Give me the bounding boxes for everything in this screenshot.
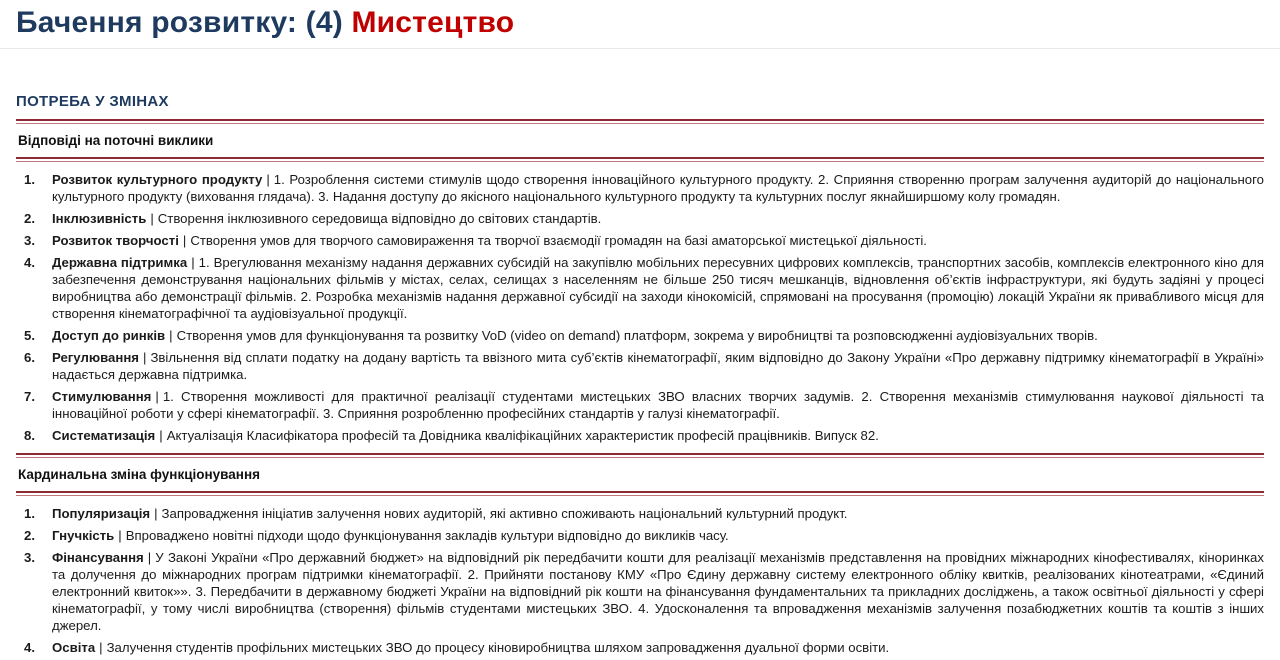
red-divider — [16, 119, 1264, 124]
item-term: Популяризація — [52, 506, 151, 521]
item-text: Впроваджено новітні підходи щодо функціонування закладів культури відповідно до викликів часу. — [125, 528, 729, 543]
item-separator: | — [118, 528, 122, 543]
item-number: 1. — [24, 172, 35, 187]
item-separator: | — [150, 211, 154, 226]
page-title-main: Бачення розвитку: (4) — [16, 6, 343, 39]
block-items — [16, 171, 1264, 444]
item-term: Інклюзивність — [52, 211, 147, 226]
item-text: Створення інклюзивного середовища відповідно до світових стандартів. — [157, 211, 602, 226]
list-item — [16, 210, 1264, 227]
item-text: Залучення студентів профільних мистецьких ЗВО до процесу кіновиробництва шляхом запровадження дуальної форми освіти. — [106, 640, 890, 655]
item-term: Розвиток культурного продукту — [52, 172, 263, 187]
item-text: Створення умов для творчого самовираження та творчої взаємодії громадян на базі аматорської мистецької діяльності. — [190, 233, 927, 248]
item-number: 3. — [24, 233, 35, 248]
red-divider — [16, 453, 1264, 458]
item-term: Систематизація — [52, 428, 156, 443]
item-separator: | — [155, 389, 159, 404]
item-text: Створення умов для функціонування та розвитку VoD (video on demand) платформ, зокрема у виробництві та розповсюдженні аудіовізуальних творів. — [176, 328, 1098, 343]
list-item — [16, 427, 1264, 444]
page-title-accent: Мистецтво — [351, 6, 515, 39]
item-text: 1. Створення можливості для практичної реалізації студентами мистецьких ЗВО власних творчих задумів. 2. Створення механізмів стимулювання наукової діяльності та інноваційної роботи у сфері кінематографії. 3. Сприяння розробленню професійних стандартів у галузі кінематографії. — [52, 389, 1264, 421]
item-separator: | — [191, 255, 195, 270]
page-title — [16, 6, 1264, 40]
list-item — [16, 232, 1264, 249]
block-header: Кардинальна зміна функціонування — [18, 467, 260, 482]
item-text: Звільнення від сплати податку на додану вартість та ввізного мита суб’єктів кінематографії, яким відповідно до Закону України «Про державну підтримку кінематографії в Україні» надається державна підтримка. — [52, 350, 1264, 382]
item-number: 1. — [24, 506, 35, 521]
list-item — [16, 549, 1264, 634]
item-term: Освіта — [52, 640, 96, 655]
item-separator: | — [182, 233, 187, 248]
item-number: 3. — [24, 550, 35, 565]
item-text: 1. Розроблення системи стимулів щодо створення інноваційного культурного продукту. 2. Сприяння створенню програм залучення аудиторій до національного культурного продукту (виховання глядача). 3. Надання доступу до якісного національного культурного продукту та культурних послуг якнайширшому колу громадян. — [52, 172, 1264, 204]
item-separator: | — [147, 550, 152, 565]
item-term: Розвиток творчості — [52, 233, 179, 248]
block-header: Відповіді на поточні виклики — [18, 133, 214, 148]
block-items — [16, 505, 1264, 656]
list-item — [16, 639, 1264, 656]
item-text: 1. Врегулювання механізму надання державних субсидій на закупівлю мобільних пересувних цифрових комплексів, транспортних засобів, комплексів електронного кіно для забезпечення демонстрування національних фільмів у містах, селах, селищах з населенням не більше 250 тисяч мешканців, відновлення об’єктів інфраструктури, які будуть задіяні у процесі виробництва або демонстрації фільмів. 2. Розробка механізмів надання державної субсидії на заходи кінокомісій, спрямовані на просування (промоцію) локацій України як привабливого місця для створення кінематографічної та аудіовізуальної продукції. — [52, 255, 1264, 321]
item-term: Фінансування — [52, 550, 144, 565]
title-divider — [0, 48, 1280, 49]
red-divider — [16, 157, 1264, 162]
item-text: У Законі України «Про державний бюджет» на відповідний рік передбачити кошти для реалізації механізмів представлення на провідних міжнародних кінофестивалях, кіноринках та долучення до міжнародних програм підтримки кінематографії. 2. Прийняти постанову КМУ «Про Єдину державну систему електронного обліку квитків, реалізованих кінотеатрами, «Єдиний електронний квиток»». 3. Передбачити в державному бюджеті України на відповідний рік кошти на фінансування фундаментальних та прикладних досліджень, а також освітньої діяльності у сфері кінематографії, у тому числі виробництва (створення) фільмів студентами мистецьких ЗВО. 4. Удосконалення та впровадження механізмів залучення позабюджетних коштів та коштів з інших джерел. — [52, 550, 1264, 633]
item-number: 8. — [24, 428, 35, 443]
red-divider — [16, 491, 1264, 496]
list-item — [16, 527, 1264, 544]
item-separator: | — [159, 428, 163, 443]
section-heading: ПОТРЕБА У ЗМІНАХ — [16, 93, 169, 110]
item-separator: | — [99, 640, 103, 655]
item-number: 7. — [24, 389, 35, 404]
item-text: Запровадження ініціатив залучення нових аудиторій, які активно споживають національний культурний продукт. — [161, 506, 848, 521]
list-item — [16, 349, 1264, 383]
item-separator: | — [169, 328, 173, 343]
item-term: Стимулювання — [52, 389, 152, 404]
item-term: Регулювання — [52, 350, 139, 365]
item-term: Гнучкість — [52, 528, 115, 543]
item-separator: | — [266, 172, 270, 187]
item-number: 2. — [24, 528, 35, 543]
item-number: 2. — [24, 211, 35, 226]
list-item — [16, 505, 1264, 522]
item-separator: | — [143, 350, 147, 365]
item-number: 6. — [24, 350, 35, 365]
item-term: Державна підтримка — [52, 255, 188, 270]
list-item — [16, 171, 1264, 205]
list-item — [16, 254, 1264, 322]
item-number: 5. — [24, 328, 35, 343]
item-number: 4. — [24, 255, 35, 270]
item-text: Актуалізація Класифікатора професій та Довідника кваліфікаційних характеристик професій працівників. Випуск 82. — [166, 428, 879, 443]
item-number: 4. — [24, 640, 35, 655]
item-term: Доступ до ринків — [52, 328, 166, 343]
list-item — [16, 327, 1264, 344]
list-item — [16, 388, 1264, 422]
item-separator: | — [154, 506, 158, 521]
